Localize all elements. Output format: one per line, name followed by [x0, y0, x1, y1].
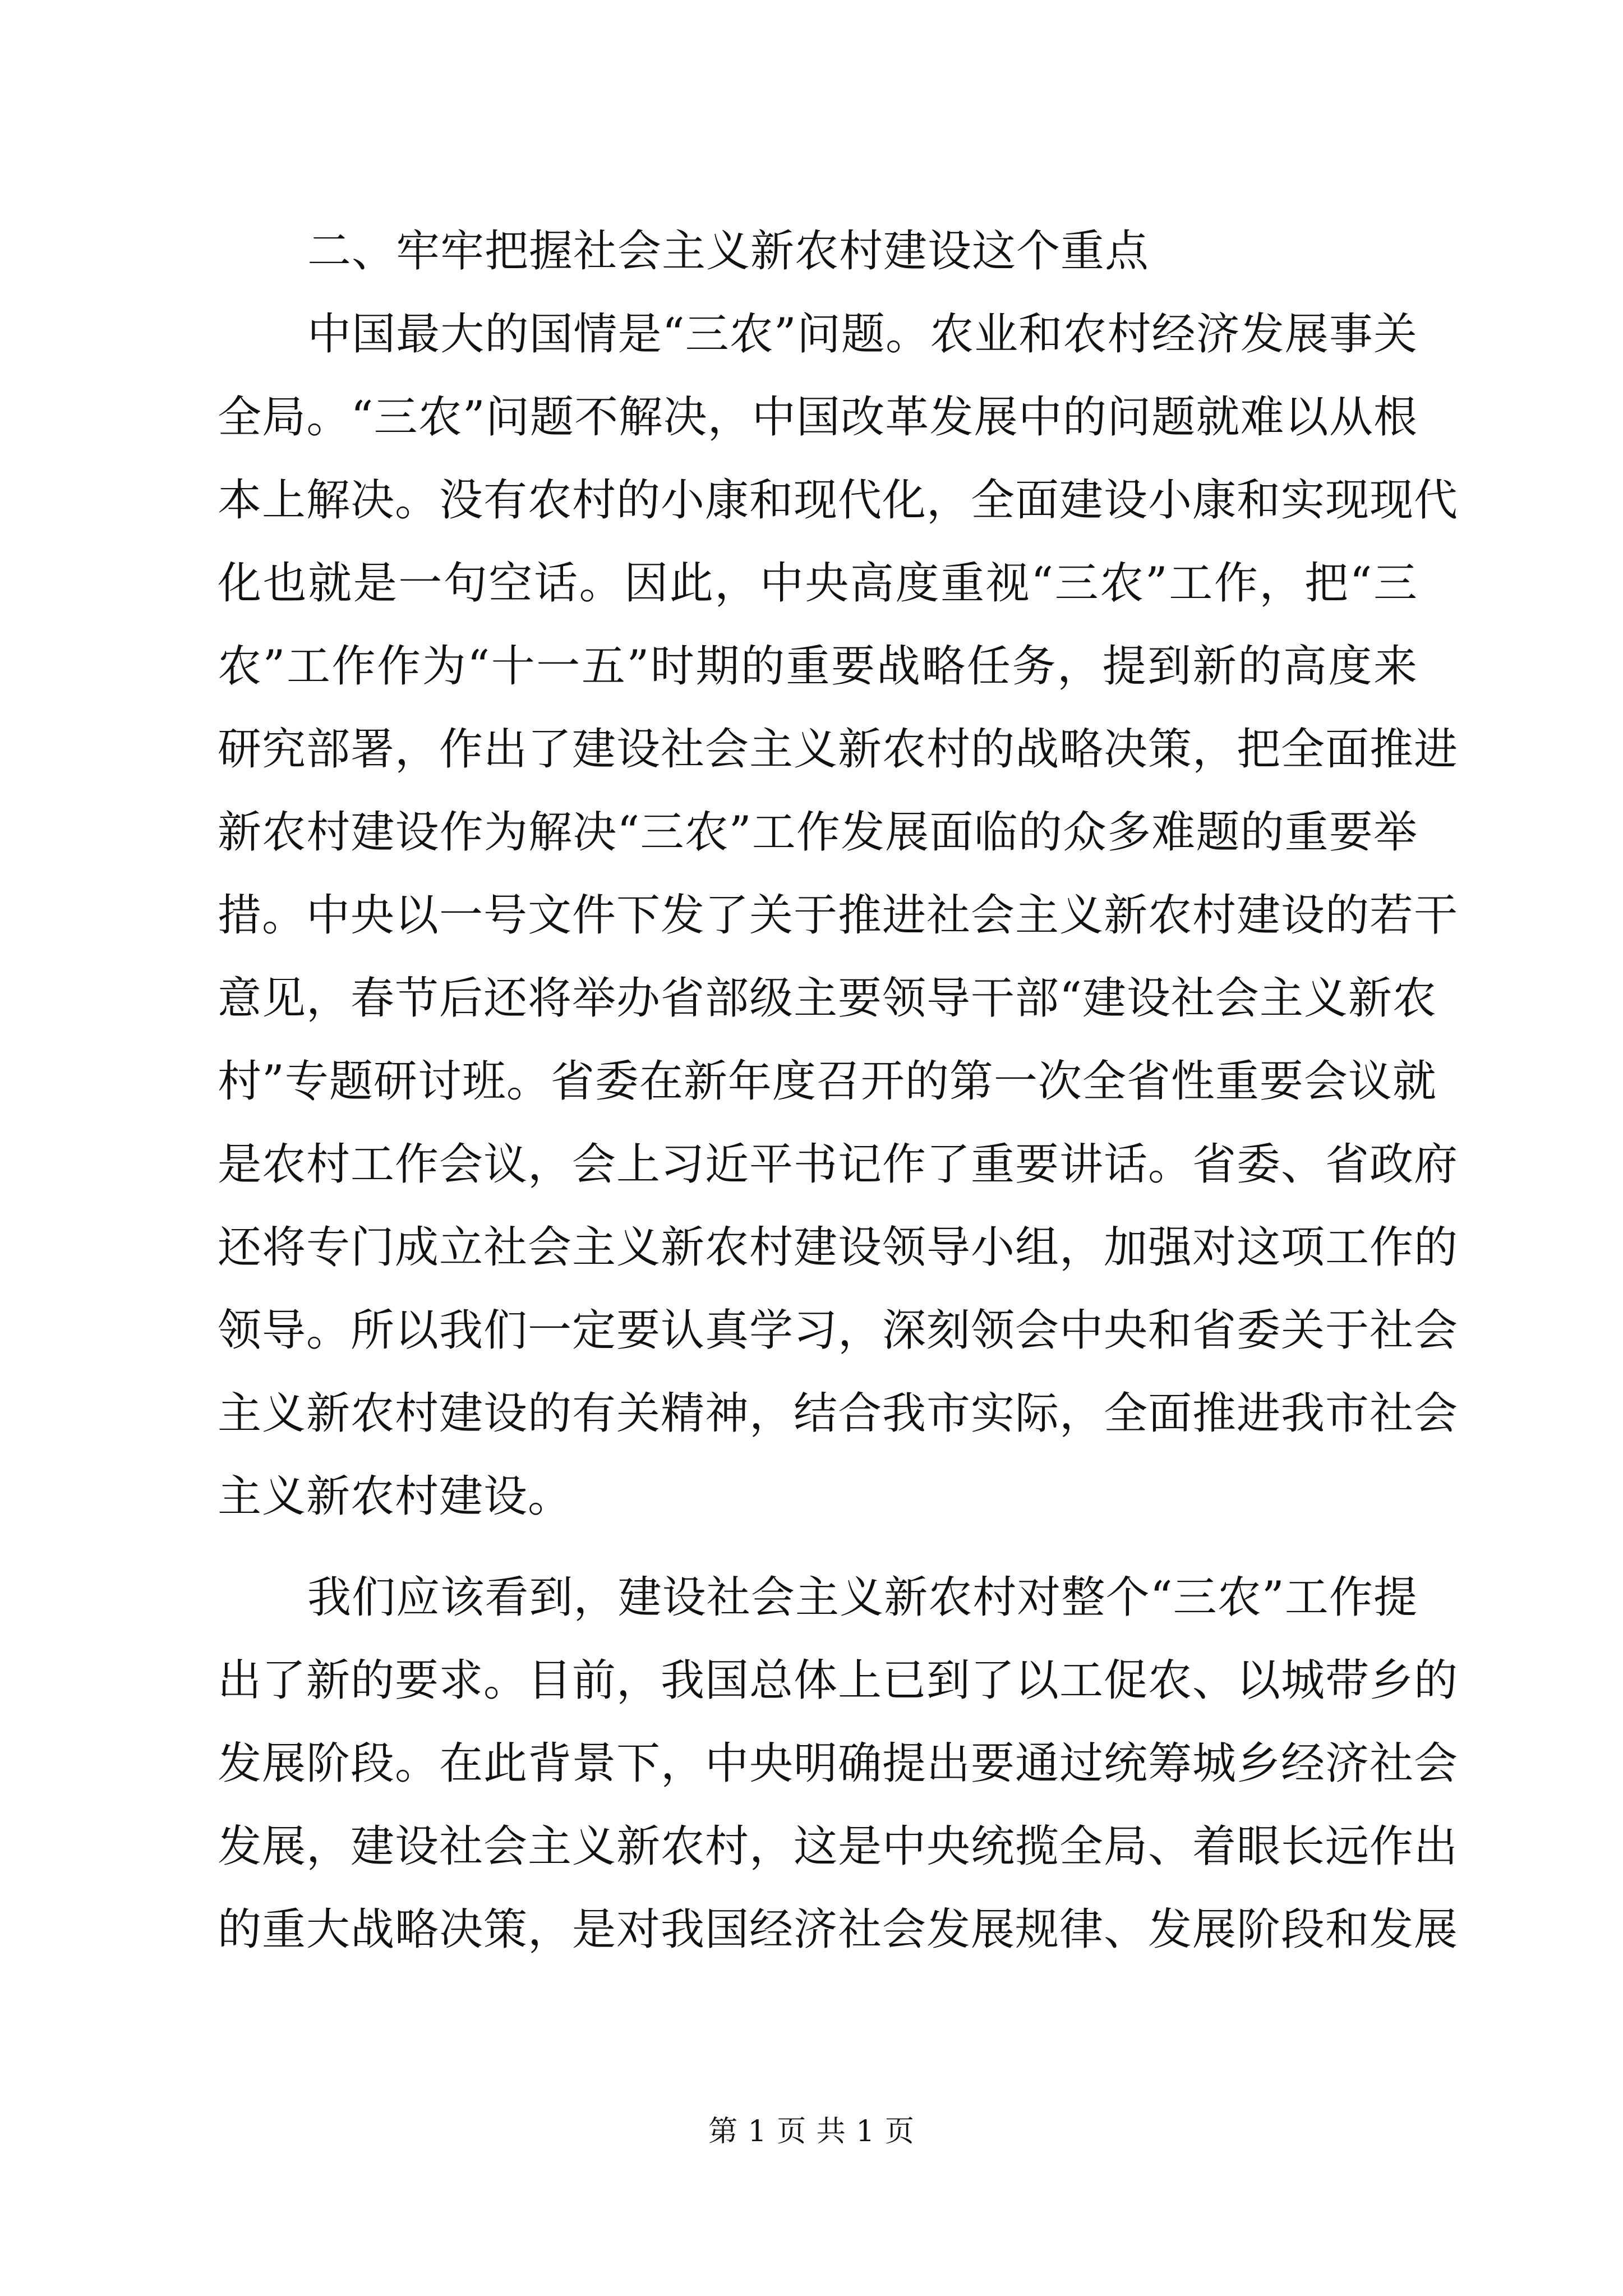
- paragraph-1-line-8: 措。中央以一号文件下发了关于推进社会主义新农村建设的若干: [218, 890, 1459, 941]
- paragraph-1-line-3: 本上解决。没有农村的小康和现代化，全面建设小康和实现现代: [218, 475, 1459, 526]
- paragraph-1-line-15: 主义新农村建设。: [218, 1471, 573, 1522]
- paragraph-1-line-9: 意见，春节后还将举办省部级主要领导干部“建设社会主义新农: [218, 973, 1437, 1024]
- paragraph-1-line-4: 化也就是一句空话。因此，中央高度重视“三农”工作，把“三: [218, 558, 1418, 609]
- section-heading: 二、牢牢把握社会主义新农村建设这个重点: [307, 226, 1150, 277]
- paragraph-1-line-6: 研究部署，作出了建设社会主义新农村的战略决策，把全面推进: [218, 724, 1459, 775]
- paragraph-1-line-2: 全局。“三农”问题不解决，中国改革发展中的问题就难以从根: [218, 392, 1418, 443]
- paragraph-1-line-5: 农”工作作为“十一五”时期的重要战略任务，提到新的高度来: [218, 641, 1418, 692]
- paragraph-1-line-13: 领导。所以我们一定要认真学习，深刻领会中央和省委关于社会: [218, 1305, 1459, 1356]
- paragraph-1-line-12: 还将专门成立社会主义新农村建设领导小组，加强对这项工作的: [218, 1222, 1459, 1273]
- paragraph-1-line-1: 中国最大的国情是“三农”问题。农业和农村经济发展事关: [307, 309, 1418, 360]
- paragraph-2-line-4: 发展，建设社会主义新农村，这是中央统揽全局、着眼长远作出: [218, 1821, 1459, 1872]
- paragraph-2-line-5: 的重大战略决策，是对我国经济社会发展规律、发展阶段和发展: [218, 1904, 1459, 1955]
- paragraph-2-line-2: 出了新的要求。目前，我国总体上已到了以工促农、以城带乡的: [218, 1655, 1459, 1706]
- paragraph-1-line-10: 村”专题研讨班。省委在新年度召开的第一次全省性重要会议就: [218, 1056, 1437, 1107]
- paragraph-1-line-11: 是农村工作会议，会上习近平书记作了重要讲话。省委、省政府: [218, 1139, 1459, 1190]
- paragraph-1-line-14: 主义新农村建设的有关精神，结合我市实际，全面推进我市社会: [218, 1388, 1459, 1439]
- paragraph-2-line-3: 发展阶段。在此背景下，中央明确提出要通过统筹城乡经济社会: [218, 1738, 1459, 1789]
- paragraph-1-line-7: 新农村建设作为解决“三农”工作发展面临的众多难题的重要举: [218, 807, 1418, 858]
- paragraph-2-line-1: 我们应该看到，建设社会主义新农村对整个“三农”工作提: [307, 1572, 1418, 1623]
- page-number-footer: 第 1 页 共 1 页: [708, 2115, 915, 2148]
